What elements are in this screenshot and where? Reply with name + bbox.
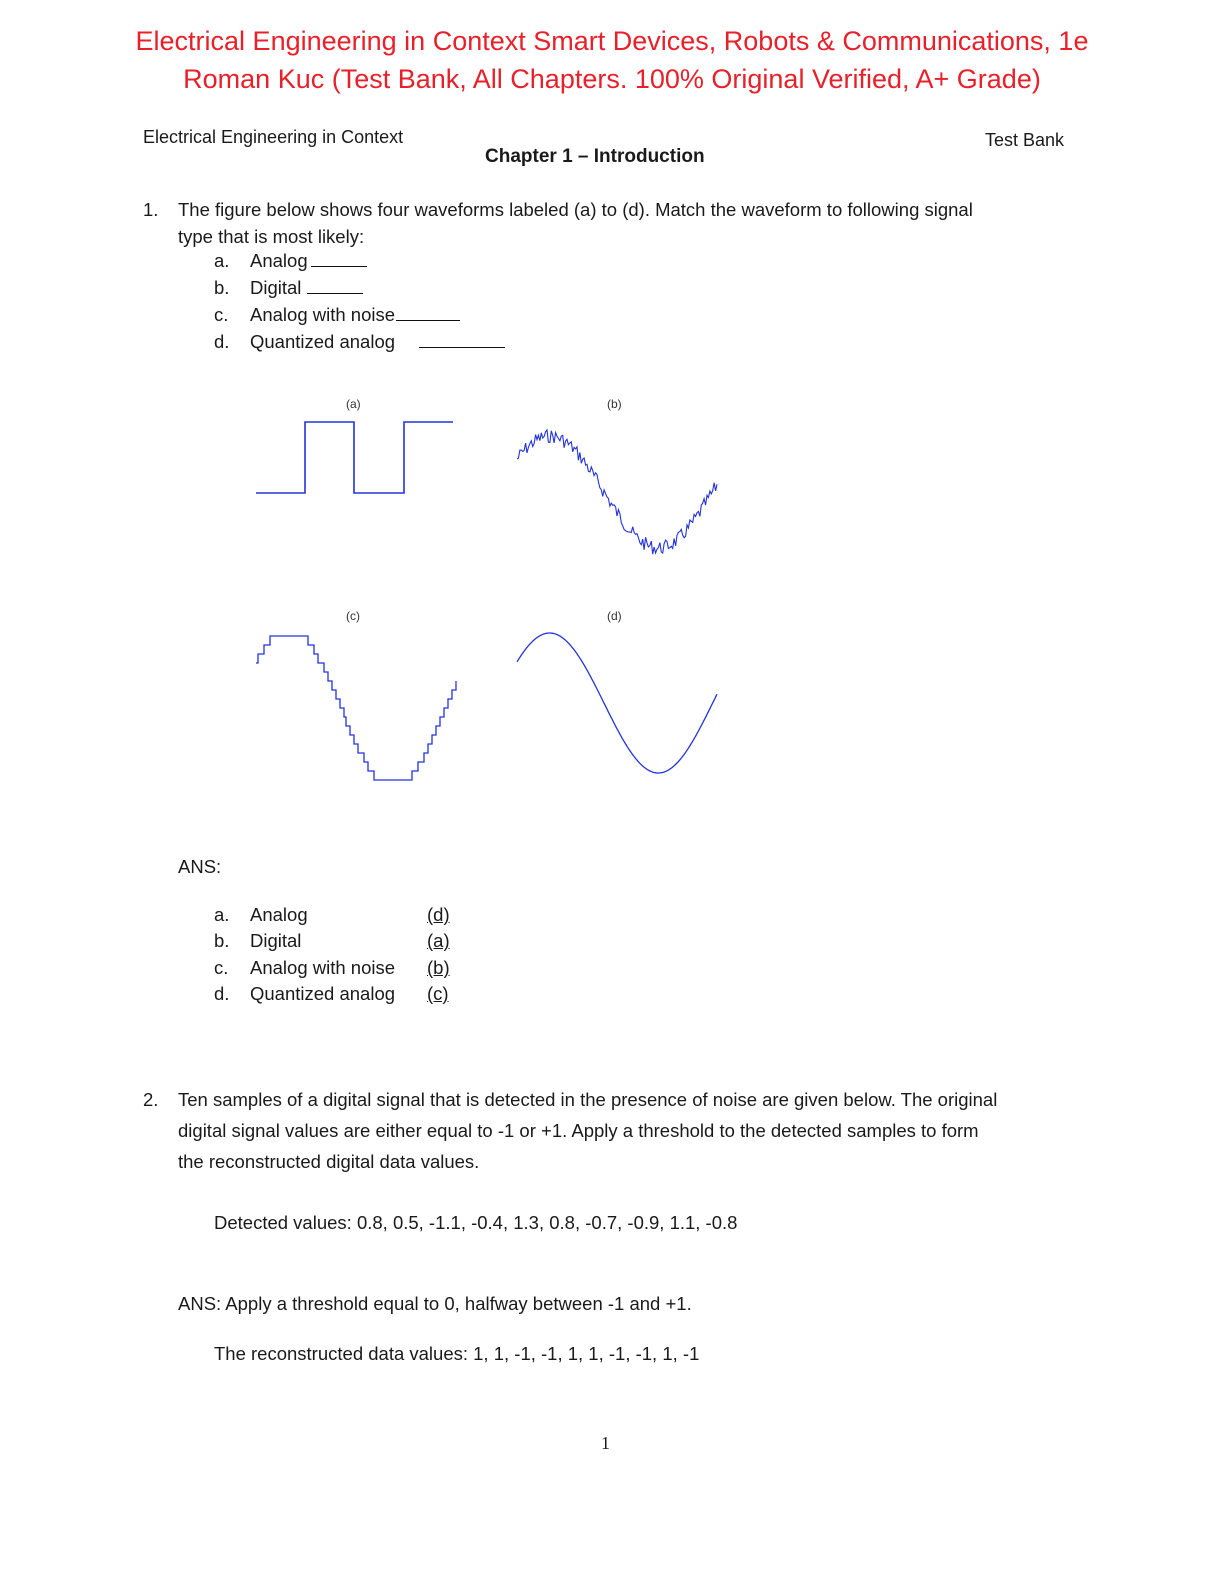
q1-answer-value: (a) [427, 930, 450, 951]
answer-blank[interactable] [419, 331, 505, 348]
q1-answer-value: (d) [427, 904, 450, 925]
waveform-c-quantized [256, 636, 456, 780]
banner-line-1: Electrical Engineering in Context Smart Devices, Robots & Communications, 1e [135, 26, 1089, 56]
q1-ans-label: ANS: [178, 856, 222, 877]
q1-answer-value: (b) [427, 957, 450, 978]
figure-caption-d: (d) [607, 609, 622, 623]
q1-option-letter: d. [214, 331, 230, 352]
q1-option-letter: b. [214, 277, 230, 298]
q1-text-line-1: The figure below shows four waveforms labeled (a) to (d). Match the waveform to following signal [178, 199, 973, 220]
q1-number: 1. [143, 199, 159, 220]
answer-blank[interactable] [307, 277, 363, 294]
answer-blank[interactable] [396, 304, 460, 321]
header-left: Electrical Engineering in Context [143, 127, 404, 147]
q1-option-label: Quantized analog [250, 331, 505, 353]
q2-reconstructed-values: The reconstructed data values: 1, 1, -1, -1, 1, 1, -1, -1, 1, -1 [214, 1343, 700, 1364]
q1-option-label: Analog [250, 250, 367, 272]
waveform-b-analog-noise [517, 430, 717, 554]
q2-text-line-3: the reconstructed digital data values. [178, 1151, 480, 1172]
waveform-a-digital [256, 422, 453, 493]
header-right: Test Bank [984, 130, 1064, 150]
q2-number: 2. [143, 1089, 159, 1110]
chapter-title: Chapter 1 – Introduction [485, 146, 705, 167]
figure-caption-a: (a) [346, 397, 361, 411]
q1-option-label: Analog with noise [250, 304, 460, 326]
q1-option-letter: c. [214, 304, 229, 325]
q1-answer-letter: a. [214, 904, 230, 925]
q1-text-line-2: type that is most likely: [178, 226, 365, 247]
q1-option-label: Digital [250, 277, 363, 299]
page-number: 1 [601, 1433, 610, 1453]
waveform-d-analog [517, 633, 717, 773]
q1-option-letter: a. [214, 250, 230, 271]
q2-detected-values: Detected values: 0.8, 0.5, -1.1, -0.4, 1.3, 0.8, -0.7, -0.9, 1.1, -0.8 [214, 1212, 738, 1233]
q1-answer-label: Analog with noise [250, 957, 396, 978]
answer-blank[interactable] [311, 250, 367, 267]
q1-answer-label: Analog [250, 904, 308, 925]
figure-caption-b: (b) [607, 397, 622, 411]
q2-text-line-2: digital signal values are either equal to -1 or +1. Apply a threshold to the detected samples to form [178, 1120, 979, 1141]
banner-line-2: Roman Kuc (Test Bank, All Chapters. 100% Original Verified, A+ Grade) [183, 64, 1041, 94]
q1-answer-label: Quantized analog [250, 983, 396, 1004]
q1-answer-label: Digital [250, 930, 302, 951]
q1-answer-letter: c. [214, 957, 229, 978]
figure-caption-c: (c) [346, 609, 360, 623]
q1-answer-value: (c) [427, 983, 449, 1004]
q2-text-line-1: Ten samples of a digital signal that is detected in the presence of noise are given below. The original [178, 1089, 998, 1110]
q1-answer-letter: b. [214, 930, 230, 951]
q1-answer-letter: d. [214, 983, 230, 1004]
q2-answer: ANS: Apply a threshold equal to 0, halfway between -1 and +1. [178, 1293, 692, 1314]
